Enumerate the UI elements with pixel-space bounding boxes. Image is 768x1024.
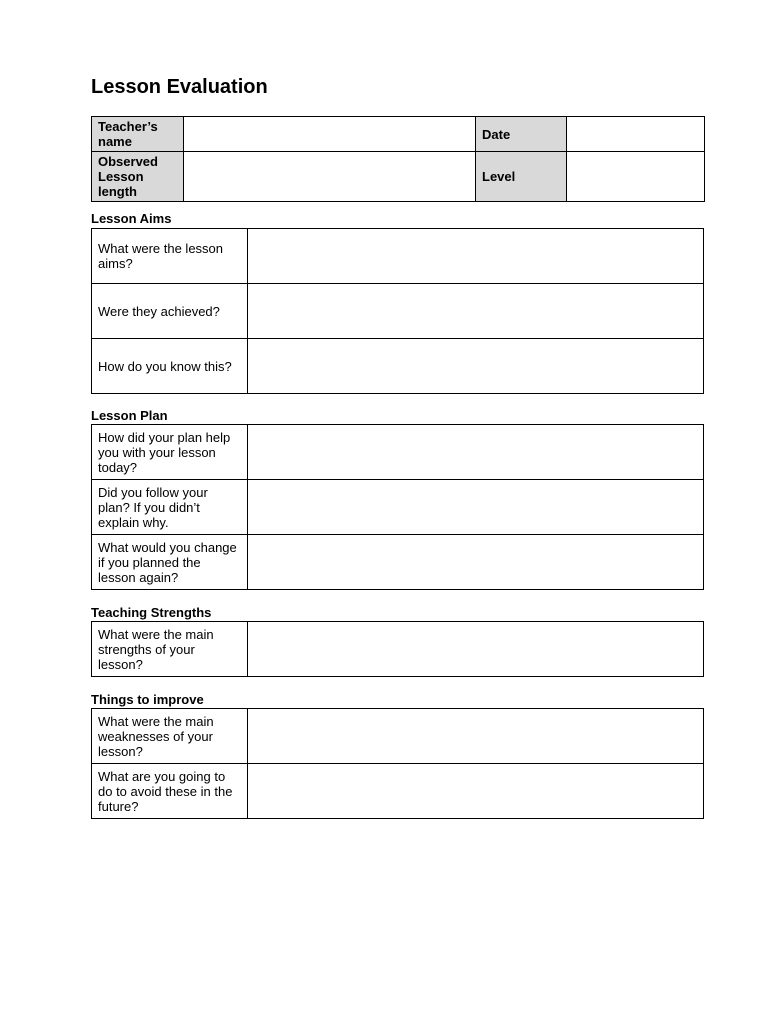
section-label-lesson-plan: Lesson Plan: [91, 408, 168, 423]
answer-field-achieved[interactable]: [248, 284, 704, 339]
header-table: [91, 116, 705, 202]
lesson-aims-table: [91, 228, 704, 394]
answer-field-plan-help[interactable]: [248, 425, 704, 480]
question-label: What are you going to do to avoid these in the future?: [92, 764, 248, 819]
observed-lesson-length-label: Observed Lesson length: [92, 152, 184, 202]
answer-field-weaknesses[interactable]: [248, 709, 704, 764]
page-title: Lesson Evaluation: [91, 76, 268, 98]
level-field[interactable]: [567, 152, 705, 202]
teacher-name-field[interactable]: [184, 117, 476, 152]
things-to-improve-table: [91, 708, 704, 819]
lesson-plan-table: [91, 424, 704, 590]
answer-field-strengths[interactable]: [248, 622, 704, 677]
question-label: What were the main strengths of your lesson?: [92, 622, 248, 677]
answer-field-avoid[interactable]: [248, 764, 704, 819]
question-label: What would you change if you planned the lesson again?: [92, 535, 248, 590]
section-label-lesson-aims: Lesson Aims: [91, 211, 172, 226]
date-field[interactable]: [567, 117, 705, 152]
question-label: What were the lesson aims?: [92, 229, 248, 284]
answer-field-follow-plan[interactable]: [248, 480, 704, 535]
teaching-strengths-table: [91, 621, 704, 677]
answer-field-lesson-aims[interactable]: [248, 229, 704, 284]
teacher-name-label: Teacher’s name: [92, 117, 184, 152]
answer-field-change-plan[interactable]: [248, 535, 704, 590]
date-label: Date: [476, 117, 567, 152]
question-label: How do you know this?: [92, 339, 248, 394]
question-label: What were the main weaknesses of your lesson?: [92, 709, 248, 764]
section-label-teaching-strengths: Teaching Strengths: [91, 605, 212, 620]
observed-lesson-length-field[interactable]: [184, 152, 476, 202]
question-label: How did your plan help you with your lesson today?: [92, 425, 248, 480]
section-label-things-to-improve: Things to improve: [91, 692, 204, 707]
question-label: Did you follow your plan? If you didn’t explain why.: [92, 480, 248, 535]
question-label: Were they achieved?: [92, 284, 248, 339]
level-label: Level: [476, 152, 567, 202]
answer-field-how-know[interactable]: [248, 339, 704, 394]
